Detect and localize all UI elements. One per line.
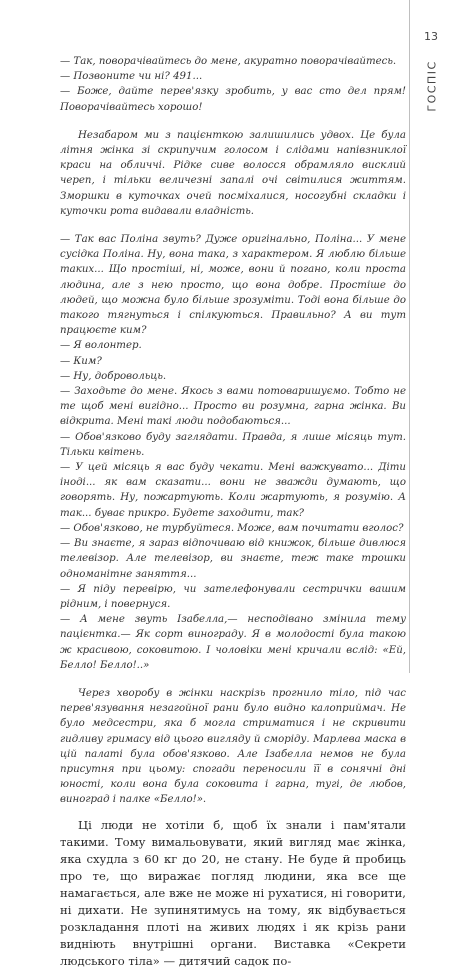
main-paragraph: Ці люди не хотіли б, щоб їх знали і пам'ятали такими. Тому вимальовувати, який вигляд має жінка, яка схудла з 60 кг до 20, не стану. Не буде й пробиць про те, що виражає погляд людини, яка все ще намагається, але вже не може ні рухатися, ні говорити, ні дихати. Не зупинятимусь на тому, як відбувається розкладання плоті на живих людях і як крізь рани видніють внутрішні органи. Виставка «Секрети людського тіла» — дитячий садок по- (60, 817, 406, 968)
dialogue-line: — Я волонтер. (60, 340, 142, 352)
chapter-title: ГОСПІС (425, 60, 439, 112)
spacer (60, 673, 406, 686)
dialogue-line: — Так вас Поліна звуть? Дуже оригінально, Поліна... У мене сусідка Поліна. Ну, вона така, з характером. Я люблю більше таких... Що простіші, ні, може, вони й погано, коли проста людина, але з нею просто, що вона добре. Простіше до людей, що можна було більше зрозуміти. Тоді вона більше до такого тягнуться і спілкуються. Правильно? А ви тут працюєте ким? (60, 234, 406, 337)
spacer (60, 115, 406, 128)
dialogue-line: — Обов'язково, не турбуйтеся. Може, вам почитати вголос? (60, 522, 404, 534)
dialogue-line: — Ну, добровольць. (60, 370, 167, 382)
dialogue-line: — Ким? (60, 355, 102, 367)
narrative-paragraph: Через хворобу в жінки наскрізь прогнило тіло, під час перев'язування незагойної рани було видно калоприймач. Не було медсестри, яка б могла стриматися і не скривити гидливу гримасу від цього вигляду й сморіду. Марлева маска в цій палаті була обов'язково. Але Ізабелла немов не була присутня при цьому: спогади переносили її в сонячні дні юності, коли вона була соковита і гарна, тугі, де любов, виноград і палке «Белло!». (60, 687, 406, 806)
dialogue-line: — Обов'язково буду заглядати. Правда, я лише місяць тут. Тільки квітень. (60, 431, 406, 458)
spacer (60, 808, 406, 817)
dialogue-line: — Я піду перевірю, чи зателефонували сестрички вашим рідним, і повернуся. (60, 583, 406, 610)
page-body (60, 54, 406, 970)
dialogue-line: — У цей місяць я вас буду чекати. Мені важкувато... Діти іноді... як вам сказати... вони не зважди думають, що говорять. Ну, пожартують. Коли жартують, я розумію. А так... буває прикро. Будете заходити, так? (60, 462, 406, 519)
dialogue-line: — Ви знаєте, я зараз відпочиваю від книжок, більше дивлюся телевізор. Але телевізор, ви знаєте, теж таке трошки одноманітне заняття... (60, 538, 406, 580)
spacer (60, 219, 406, 232)
dialogue-line: — Так, поворачівайтесь до мене, акуратно поворачівайтесь. (60, 56, 397, 67)
narrative-paragraph: Незабаром ми з пацієнткою залишились удвох. Це була літня жінка зі скрипучим голосом і слідами напівзниклої краси на обличчі. Рідке сиве волосся обрамляло висклий череп, і тільки величезні запалі очі світилися життям. Зморшки в куточках очей посміхалися, носогубні складки і куточки рота видавали владність. (60, 129, 406, 217)
page-number: 13 (424, 30, 438, 43)
dialogue-line: — А мене звуть Ізабелла,— несподівано змінила тему пацієнтка.— Як сорт винограду. Я в молодості була такою ж красивою, соковитою. І чоловіки мені кричали вслід: «Ей, Белло! Белло!..» (60, 614, 406, 671)
dialogue-line: — Боже, дайте перев'язку зробить, у вас сто дел прям! Поворачівайтесь хорошо! (60, 86, 406, 113)
dialogue-line: — Позвоните чи ні? 491... (60, 71, 203, 83)
dialogue-line: — Заходьте до мене. Якось з вами потоваришуємо. Тобто не те щоб мені вигідно... Просто ви розумна, гарна жінка. Ви відкрита. Мені такі люди подобаються... (60, 386, 406, 428)
side-margin (409, 0, 445, 673)
